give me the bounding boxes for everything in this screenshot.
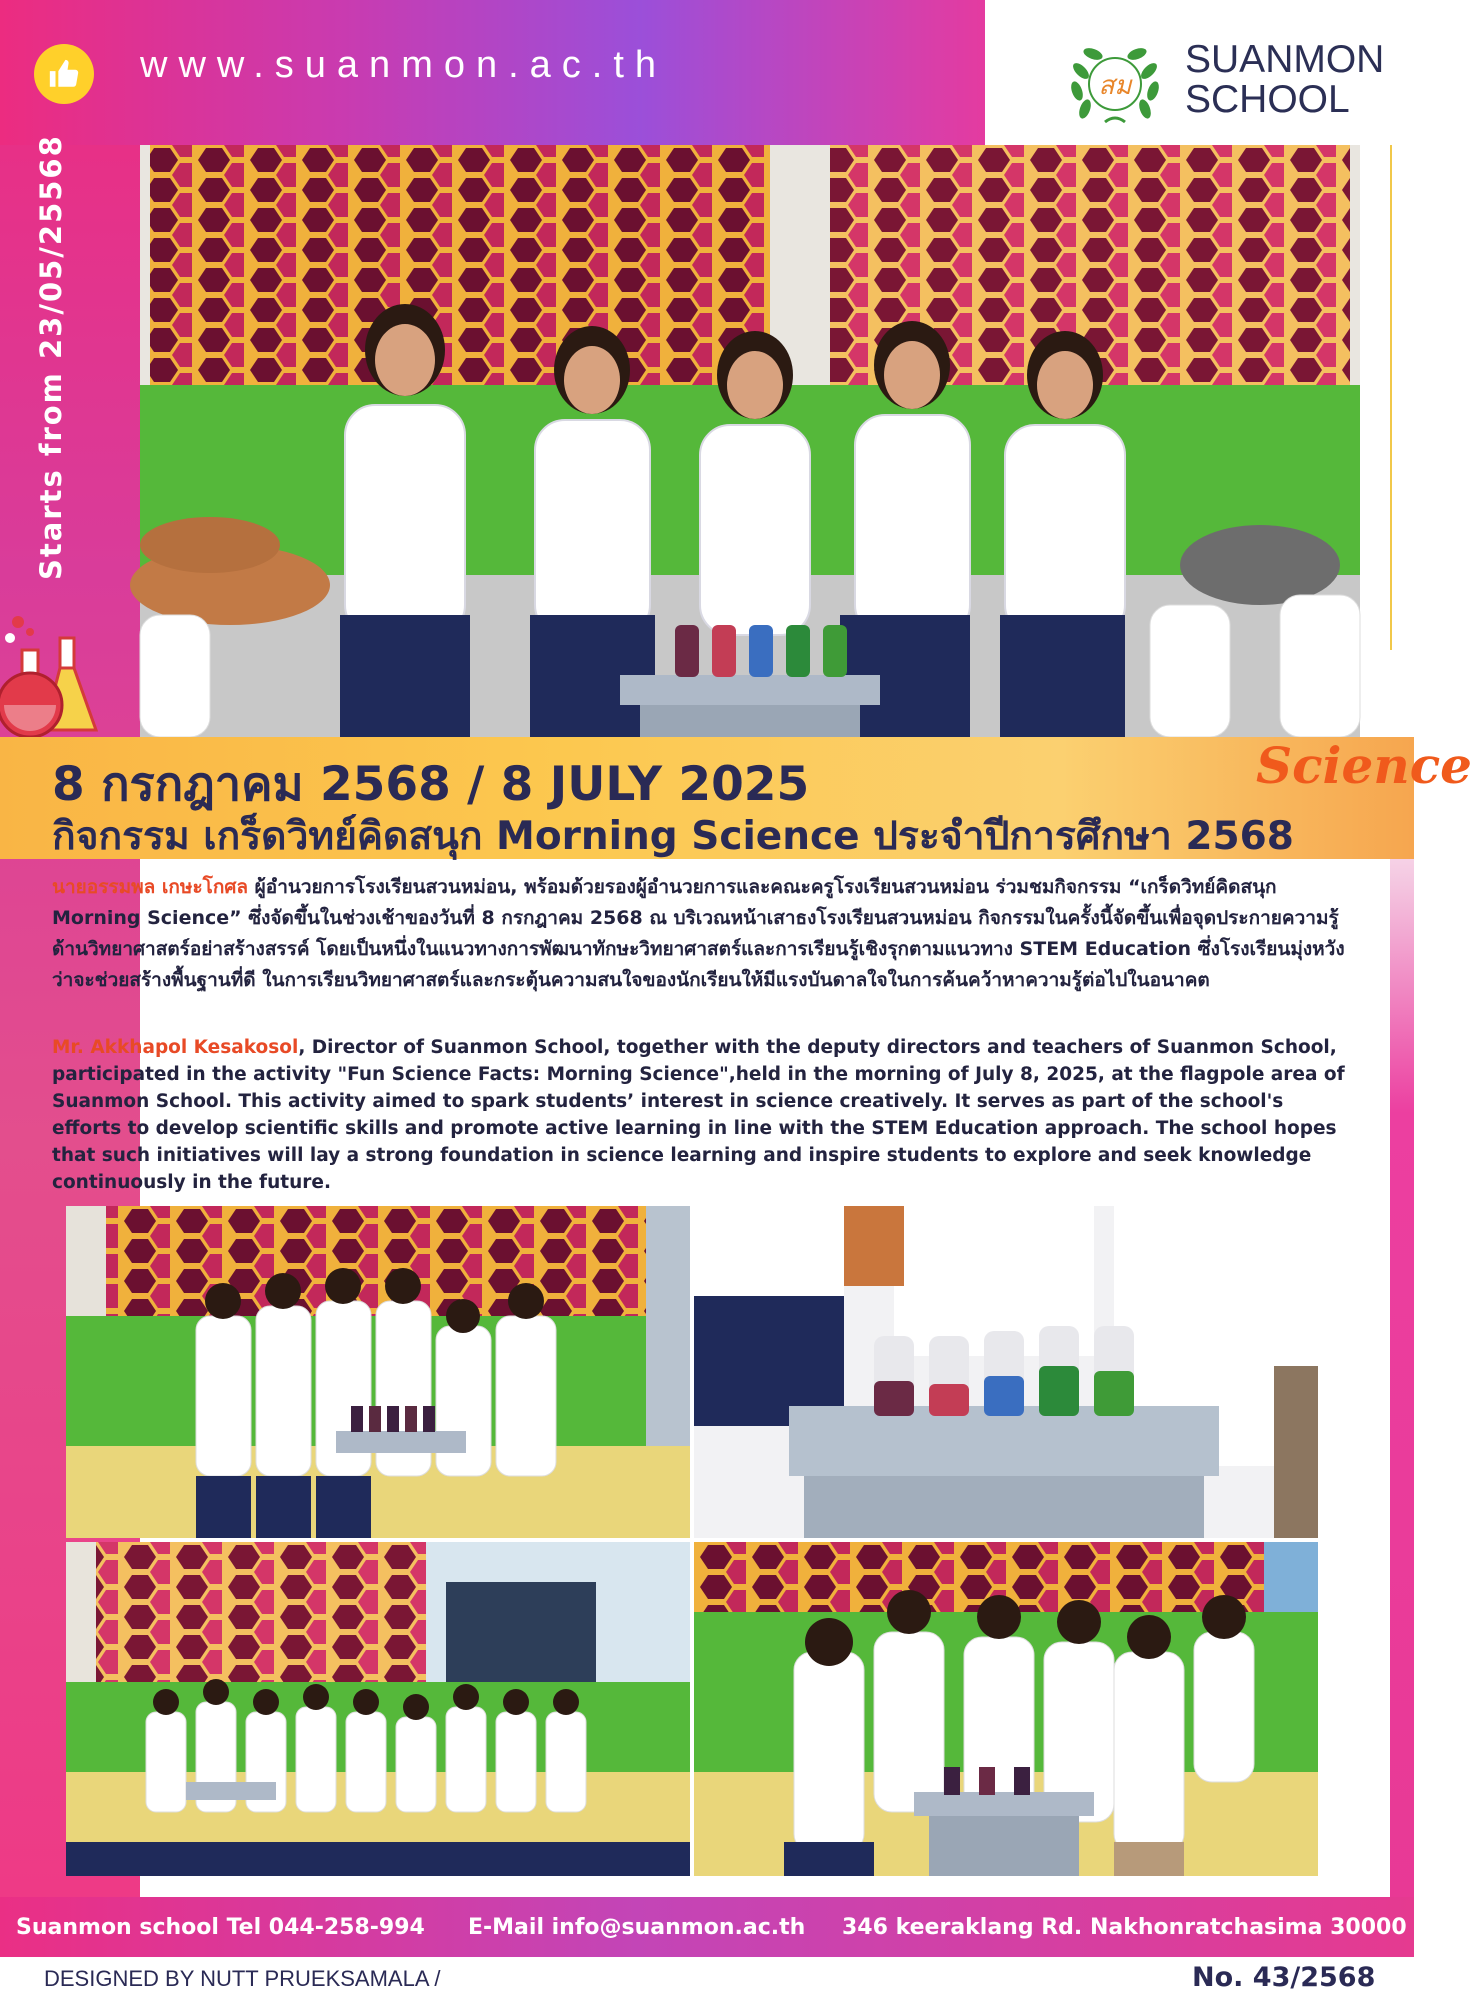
thumbs-up-icon (34, 44, 94, 104)
thai-body-text: ผู้อำนวยการโรงเรียนสวนหม่อน, พร้อมด้วยรองผู้อำนวยการและคณะครูโรงเรียนสวนหม่อน ร่วมชมกิจกรรม “เกร็ดวิทย์คิดสนุก Morning Science” ซึ่งจัดขึ้นในช่วงเช้าของวันที่ 8 กรกฎาคม 2568 ณ บริเวณหน้าเสาธงโรงเรียนสวนหม่อน กิจกรรมในครั้งนี้จัดขึ้นเพื่อจุดประกายความรู้ด้านวิทยาศาสตร์อย่าสร้างสรรค์ โดยเป็นหนึ่งในแนวทางการพัฒนาทักษะวิทยาศาสตร์และการเรียนรู้เชิงรุกตามแนวทาง STEM Education ซึ่งโรงเรียนมุ่งหวังว่าจะช่วยสร้างพื้นฐานที่ดี ในการเรียนวิทยาศาสตร์และกระตุ้นความสนใจของนักเรียนให้มีแรงบันดาลใจในการค้นคว้าหาความรู้ต่อไปในอนาคต (52, 876, 1345, 991)
wordmark-line2: SCHOOL (1185, 78, 1350, 121)
footer-address: 346 keeraklang Rd. Nakhonratchasima 30000 (842, 1914, 1407, 1940)
grid-photo-presentation (66, 1206, 690, 1538)
grid-photo-crowd-raising-hands (66, 1542, 690, 1876)
footer-email[interactable]: E-Mail info@suanmon.ac.th (468, 1914, 806, 1940)
event-date: 8 กรกฎาคม 2568 / 8 JULY 2025 (52, 757, 810, 812)
event-title: กิจกรรม เกร็ดวิทย์คิดสนุก Morning Science ประจำปีการศึกษา 2568 (52, 814, 1294, 859)
designer-credit: DESIGNED BY NUTT PRUEKSAMALA / (44, 1966, 441, 1991)
right-edge-strip (1390, 145, 1414, 1905)
thai-paragraph (52, 872, 1352, 996)
science-flask-icon (0, 610, 110, 740)
website-url: www.suanmon.ac.th (140, 44, 668, 86)
start-date-note: Starts from 23/05/25568 (34, 134, 68, 580)
main-photo-students-presenting (140, 145, 1360, 737)
issue-number: No. 43/2568 (1192, 1962, 1376, 1993)
school-wordmark (1185, 40, 1384, 120)
english-paragraph (52, 1034, 1352, 1196)
science-word-art: Science (1256, 736, 1472, 795)
footer-school-tel: Suanmon school Tel 044-258-994 (16, 1914, 425, 1940)
english-director-name: Mr. Akkhapol Kesakosol (52, 1037, 299, 1058)
footer-contact-bar (0, 1897, 1414, 1957)
grid-photo-colored-bottles (694, 1206, 1318, 1538)
svg-text:สม: สม (1098, 71, 1132, 101)
wordmark-line1: SUANMON (1185, 38, 1385, 81)
right-accent-line (1390, 145, 1392, 650)
thai-director-name: นายอรรมพล เกษะโกศล (52, 876, 249, 898)
english-body-text: , Director of Suanmon School, together with the deputy directors and teachers of Suanmon School, participated in the activity "Fun Science Facts: Morning Science",held in the morning of July 8, 2025, at the flagpole area of Suanmon School. This activity aimed to spark students’ interest in science creatively. It serves as part of the school's efforts to develop scientific skills and promote active learning in line with the STEM Education approach. The school hopes that such initiatives will lay a strong foundation in science learning and inspire students to explore and seek knowledge continuously in the future. (52, 1037, 1345, 1193)
grid-photo-mixing-bottles (694, 1542, 1318, 1876)
school-seal-logo (1065, 36, 1165, 136)
